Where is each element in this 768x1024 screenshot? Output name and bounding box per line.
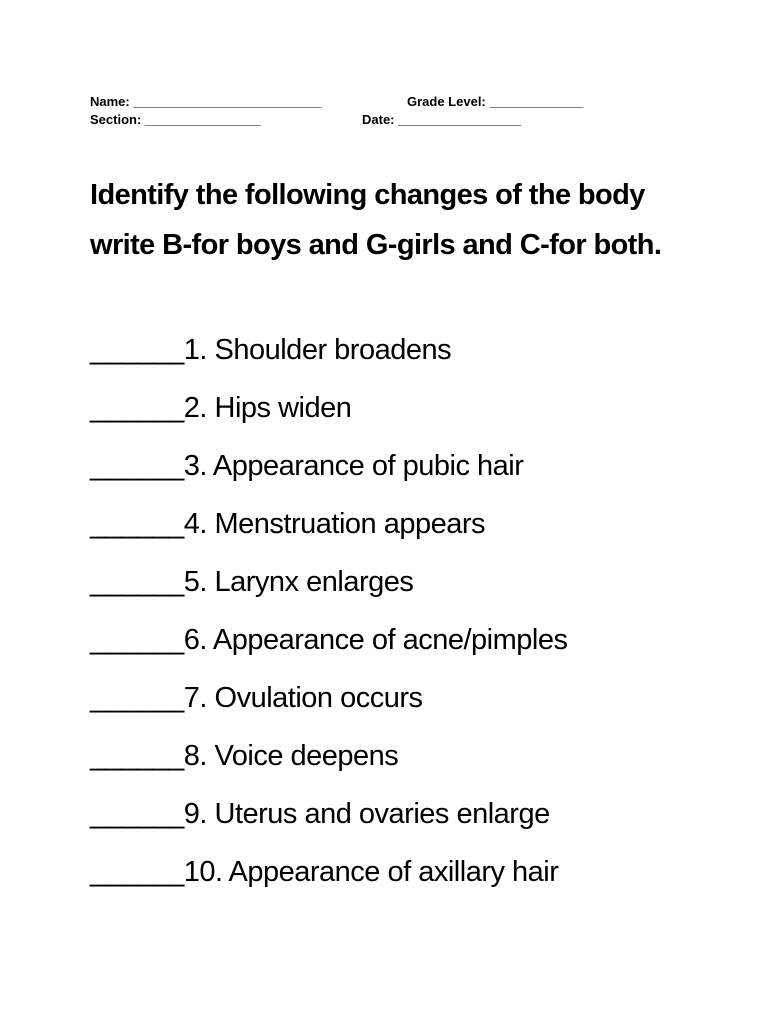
section-field: Section: ________________ (90, 112, 261, 127)
question-item: ______5. Larynx enlarges (90, 566, 414, 598)
instructions-heading: Identify the following changes of the body write B-for boys and G-girls and C-for both. (90, 179, 662, 261)
grade-level-field: Grade Level: _____________ (407, 94, 584, 109)
question-item: ______7. Ovulation occurs (90, 682, 423, 714)
name-field: Name: __________________________ (90, 94, 322, 109)
date-field: Date: _________________ (362, 112, 522, 127)
question-item: ______1. Shoulder broadens (90, 334, 452, 366)
question-item: ______4. Menstruation appears (90, 508, 486, 540)
question-item: ______2. Hips widen (90, 392, 352, 424)
question-item: ______6. Appearance of acne/pimples (90, 624, 568, 656)
header-row-1 (90, 94, 690, 110)
header-row-2 (90, 112, 690, 128)
question-list (90, 321, 750, 901)
question-item: ______10. Appearance of axillary hair (90, 856, 559, 888)
question-item: ______3. Appearance of pubic hair (90, 450, 524, 482)
question-item: ______8. Voice deepens (90, 740, 399, 772)
question-item: ______9. Uterus and ovaries enlarge (90, 798, 550, 830)
